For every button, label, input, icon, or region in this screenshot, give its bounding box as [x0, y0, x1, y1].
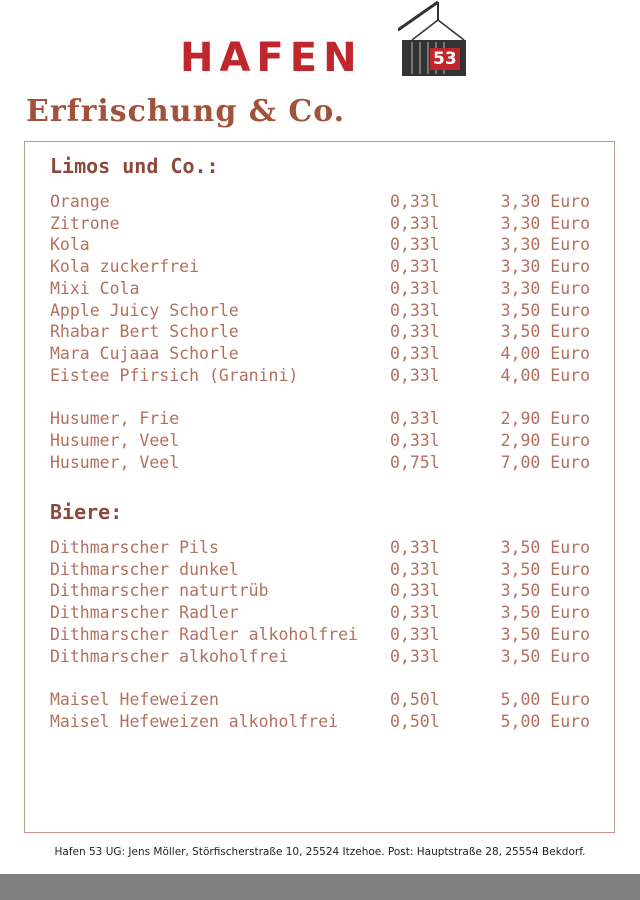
item-name: Rhabar Bert Schorle — [50, 322, 239, 342]
menu-item — [50, 365, 595, 387]
item-price: 3,50 Euro — [500, 624, 590, 644]
item-size: 0,33l — [390, 365, 440, 385]
menu-item — [50, 646, 595, 668]
item-size: 0,33l — [390, 538, 440, 557]
menu-item — [50, 213, 595, 235]
item-size: 0,33l — [390, 257, 440, 277]
bottom-bar — [0, 874, 640, 900]
item-size: 0,33l — [390, 409, 440, 429]
item-name: Zitrone — [50, 213, 120, 233]
item-price: 3,50 Euro — [500, 603, 590, 623]
menu-item — [50, 559, 595, 581]
menu-item — [50, 278, 595, 300]
item-size: 0,33l — [390, 278, 440, 298]
footer-address: Hafen 53 UG: Jens Möller, Störfischerstraße 10, 25524 Itzehoe. Post: Hauptstraße 28, 25554 Bekdorf. — [54, 846, 586, 858]
menu-item — [50, 430, 595, 452]
item-price: 4,00 Euro — [500, 365, 590, 385]
logo-number: 53 — [430, 48, 460, 70]
item-size: 0,33l — [390, 603, 440, 623]
item-size: 0,50l — [390, 711, 440, 731]
item-price: 3,50 Euro — [500, 581, 590, 601]
item-price: 3,30 Euro — [500, 257, 590, 277]
item-name: Apple Juicy Schorle — [50, 300, 239, 320]
item-price: 4,00 Euro — [500, 343, 590, 363]
item-price: 3,30 Euro — [500, 213, 590, 233]
menu-item — [50, 537, 595, 559]
section-title: Biere: — [50, 500, 123, 524]
hafen53-logo — [180, 0, 470, 82]
item-price: 3,50 Euro — [500, 300, 590, 320]
item-price: 2,90 Euro — [500, 431, 590, 450]
menu-item — [50, 452, 595, 474]
item-price: 3,30 Euro — [500, 235, 590, 255]
section-title: Limos und Co.: — [50, 154, 219, 178]
item-price: 7,00 Euro — [500, 452, 590, 472]
item-name: Dithmarscher Radler — [50, 603, 239, 623]
item-size: 0,33l — [390, 646, 440, 666]
menu-item — [50, 689, 595, 711]
item-price: 3,50 Euro — [500, 322, 590, 342]
item-price: 2,90 Euro — [500, 409, 590, 429]
item-name: Kola — [50, 235, 90, 255]
item-size: 0,33l — [390, 213, 440, 233]
menu-item — [50, 300, 595, 322]
page-title: Erfrischung & Co. — [26, 94, 346, 129]
item-price: 5,00 Euro — [500, 711, 590, 731]
item-size: 0,50l — [390, 690, 440, 710]
item-name: Mixi Cola — [50, 278, 140, 298]
item-price: 3,30 Euro — [500, 278, 590, 298]
item-name: Husumer, Veel — [50, 452, 180, 472]
item-size: 0,33l — [390, 624, 440, 644]
item-name: Dithmarscher alkoholfrei — [50, 646, 289, 666]
menu-item — [50, 711, 595, 733]
menu-item — [50, 408, 595, 430]
item-size: 0,33l — [390, 192, 440, 211]
item-name: Maisel Hefeweizen alkoholfrei — [50, 711, 339, 731]
item-size: 0,33l — [390, 300, 440, 320]
item-name: Maisel Hefeweizen — [50, 690, 219, 710]
item-price: 5,00 Euro — [500, 690, 590, 710]
item-size: 0,75l — [390, 452, 440, 472]
item-size: 0,33l — [390, 581, 440, 601]
item-size: 0,33l — [390, 322, 440, 342]
menu-item — [50, 624, 595, 646]
menu-item — [50, 580, 595, 602]
item-size: 0,33l — [390, 431, 440, 450]
item-name: Dithmarscher dunkel — [50, 559, 239, 579]
item-size: 0,33l — [390, 559, 440, 579]
item-price: 3,50 Euro — [500, 538, 590, 557]
item-name: Dithmarscher Pils — [50, 538, 219, 557]
item-name: Kola zuckerfrei — [50, 257, 200, 277]
item-name: Dithmarscher Radler alkoholfrei — [50, 624, 358, 644]
menu-item — [50, 234, 595, 256]
menu-item — [50, 602, 595, 624]
menu-item — [50, 343, 595, 365]
item-size: 0,33l — [390, 343, 440, 363]
item-price: 3,50 Euro — [500, 559, 590, 579]
item-name: Orange — [50, 192, 110, 211]
logo-wordmark: HAFEN — [180, 35, 363, 81]
menu-item — [50, 256, 595, 278]
item-name: Husumer, Frie — [50, 409, 180, 429]
item-name: Dithmarscher naturtrüb — [50, 581, 269, 601]
item-name: Husumer, Veel — [50, 431, 180, 450]
item-size: 0,33l — [390, 235, 440, 255]
item-price: 3,50 Euro — [500, 646, 590, 666]
item-price: 3,30 Euro — [500, 192, 590, 211]
menu-item — [50, 191, 595, 213]
item-name: Mara Cujaaa Schorle — [50, 343, 239, 363]
menu-item — [50, 321, 595, 343]
item-name: Eistee Pfirsich (Granini) — [50, 365, 299, 385]
